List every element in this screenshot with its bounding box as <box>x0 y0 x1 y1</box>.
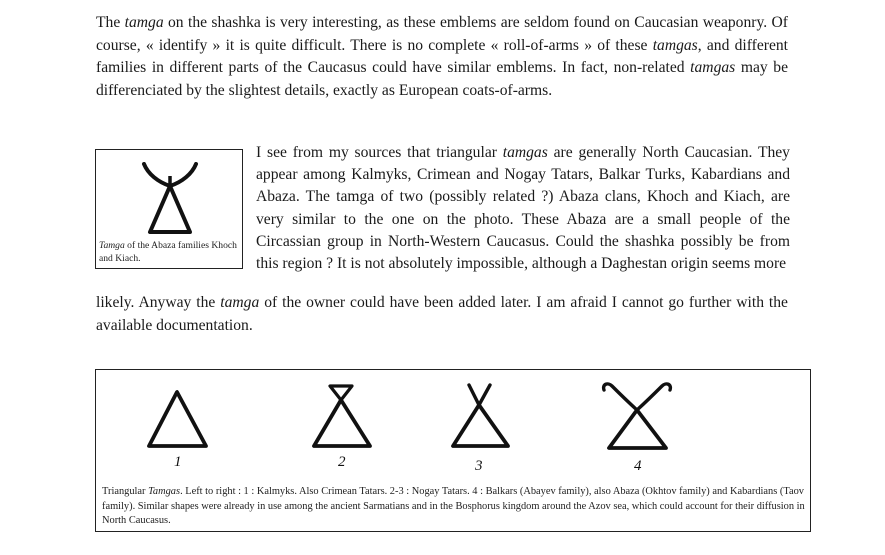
italic-term: Tamgas <box>148 486 181 497</box>
tamga-4-icon <box>604 384 671 448</box>
text-run: are generally North Caucasian. They appear among Kalmyks, Crimean and Nogay Tatars, Balkar Turks, Kabardians and Abaza. The tamga of two (possibly related ?) Abaza clans, Khoch and Kiach, are very similar to the one on the photo. These Abaza are a small people of the Circassian group in North-Western Caucasus. Could the shashka possibly be from this region ? It is not absolutely impossible, although a Daghestan origin seems more <box>256 144 790 273</box>
triangular-tamgas-figure <box>95 369 811 532</box>
text-run: I see from my sources that triangular <box>256 144 503 161</box>
tamga-3-icon <box>453 385 508 446</box>
text-run: The <box>96 14 125 31</box>
tamga-number-1: 1 <box>174 454 182 470</box>
text-run: , and different families in different parts of the Caucasus could have similar emblems. In fact, non-related <box>96 36 788 76</box>
tamga-symbols <box>96 370 812 482</box>
text-run: of the Abaza families Khoch and Kiach. <box>99 240 237 264</box>
text-run: on the shashka is very interesting, as these emblems are seldom found on Caucasian weaponry. Of course, « identify » it is quite difficult. There is no complete « roll-of-arms » of these <box>96 14 788 54</box>
bottom-figure-caption <box>102 485 808 529</box>
italic-term: tamga <box>124 14 164 31</box>
italic-term: Tamga <box>99 240 125 251</box>
abaza-tamga-figure <box>95 149 243 269</box>
tamga-number-2: 2 <box>338 454 346 470</box>
figure-caption <box>99 239 243 265</box>
tamga-1-icon <box>149 392 206 446</box>
text-run: likely. Anyway the <box>96 294 221 311</box>
closing-paragraph <box>96 292 788 337</box>
italic-term: tamgas <box>652 36 698 54</box>
intro-paragraph <box>96 12 788 102</box>
italic-term: tamga <box>220 294 260 311</box>
text-run: Triangular <box>102 486 149 497</box>
abaza-tamga-symbol-icon <box>128 162 212 238</box>
tamga-2-icon <box>314 386 370 446</box>
text-run: of the owner could have been added later. I am afraid I cannot go further with the available documentation. <box>96 294 788 334</box>
tamga-number-4: 4 <box>634 458 642 474</box>
tamga-number-3: 3 <box>475 458 483 474</box>
italic-term: tamgas <box>690 59 736 76</box>
text-run: may be differenciated by the slightest details, exactly as European coats-of-arms. <box>96 59 788 99</box>
italic-term: tamgas <box>502 144 548 161</box>
text-run: . Left to right : 1 : Kalmyks. Also Crimean Tatars. 2-3 : Nogay Tatars. 4 : Balkars (Abayev family), also Abaza (Okhtov family) and Kabardians (Taov family). Similar shapes were already in use among the ancient Sarmatians and in the Bosphorus kingdom around the Azov sea, which could account for their diffusion in North Caucasus. <box>102 486 805 526</box>
body-paragraph <box>256 142 790 275</box>
